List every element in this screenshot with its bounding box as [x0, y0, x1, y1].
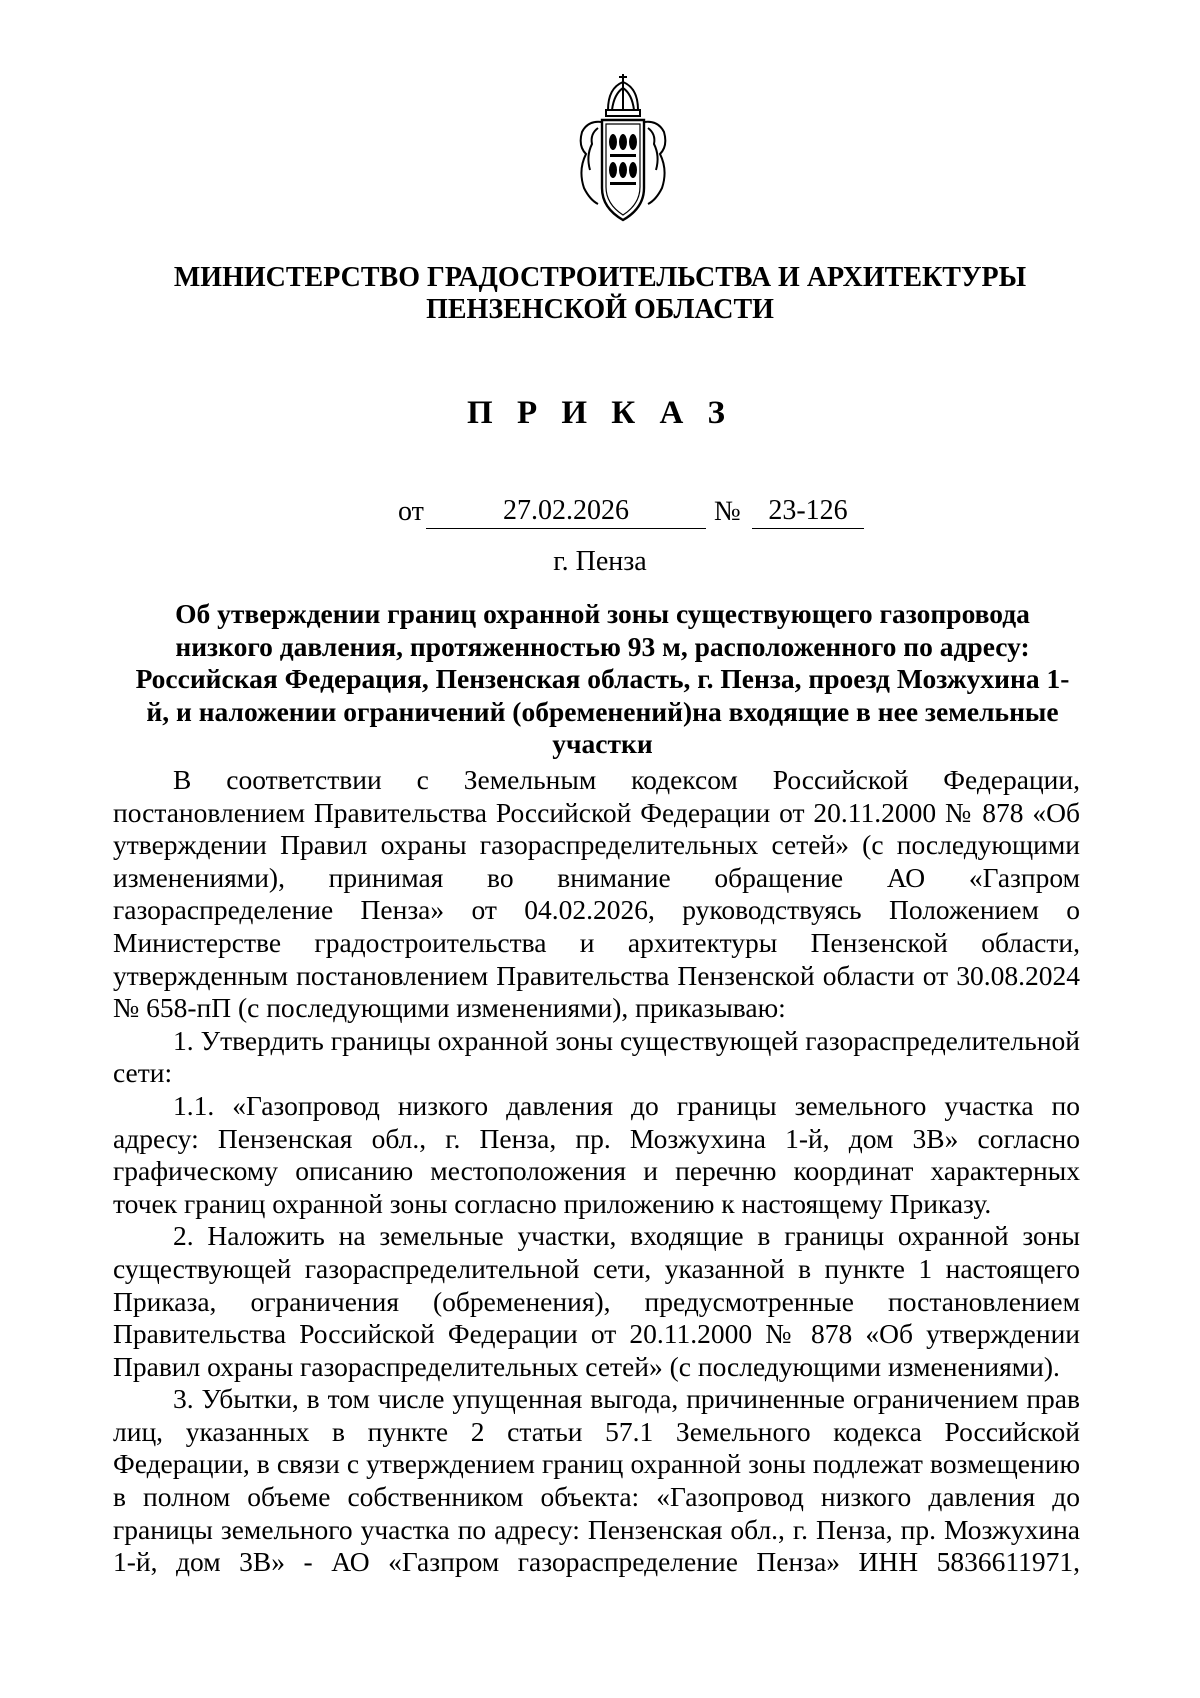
- date-prefix: от: [398, 496, 424, 527]
- item-1-paragraph: 1. Утвердить границы охранной зоны существующей газораспределительной сети:: [113, 1024, 1080, 1089]
- coat-of-arms-emblem: [568, 70, 678, 230]
- document-subject: Об утверждении границ охранной зоны существующего газопровода низкого давления, протяженностью 93 м, расположенного по адресу: Российская Федерация, Пензенская область, г. Пенза, проезд Мозжухина 1-й, и наложении ограничений (обременений)на входящие в нее земельные участки: [135, 598, 1070, 759]
- document-city: г. Пенза: [553, 546, 647, 577]
- document-number: 23-126: [752, 496, 864, 529]
- ministry-name-line-2: ПЕНЗЕНСКОЙ ОБЛАСТИ: [426, 294, 774, 325]
- item-2-paragraph: 2. Наложить на земельные участки, входящие в границы охранной зоны существующей газораспределительной сети, указанной в пункте 1 настоящего Приказа, ограничения (обременения), предусмотренные постановлением Правительства Российской Федерации от 20.11.2000 № 878 «Об утверждении Правил охраны газораспределительных сетей» (с последующими изменениями).: [113, 1220, 1080, 1382]
- document-date: 27.02.2026: [426, 496, 706, 529]
- preamble-paragraph: В соответствии с Земельным кодексом Российской Федерации, постановлением Правительства Российской Федерации от 20.11.2000 № 878 «Об утверждении Правил охраны газораспределительных сетей» (с последующими изменениями), принимая во внимание обращение АО «Газпром газораспределение Пенза» от 04.02.2026, руководствуясь Положением о Министерстве градостроительства и архитектуры Пензенской области, утвержденным постановлением Правительства Пензенской области от 30.08.2024 № 658-пП (с последующими изменениями), приказываю:: [113, 764, 1080, 1024]
- ministry-name: [120, 262, 1080, 326]
- number-prefix: №: [714, 496, 741, 527]
- document-type: П Р И К А З: [467, 395, 733, 431]
- document-body: [113, 764, 1080, 1579]
- item-1-1-paragraph: 1.1. «Газопровод низкого давления до границы земельного участка по адресу: Пензенская обл., г. Пенза, пр. Мозжухина 1-й, дом 3В» согласно графическому описанию местоположения и перечню координат характерных точек границ охранной зоны согласно приложению к настоящему Приказу.: [113, 1089, 1080, 1219]
- ministry-name-line-1: МИНИСТЕРСТВО ГРАДОСТРОИТЕЛЬСТВА И АРХИТЕКТУРЫ: [173, 262, 1027, 293]
- item-3-paragraph: 3. Убытки, в том числе упущенная выгода, причиненные ограничением прав лиц, указанных в пункте 2 статьи 57.1 Земельного кодекса Российской Федерации, в связи с утверждением границ охранной зоны подлежат возмещению в полном объеме собственником объекта: «Газопровод низкого давления до границы земельного участка по адресу: Пензенская обл., г. Пенза, пр. Мозжухина 1-й, дом 3В» - АО «Газпром газораспределение Пенза» ИНН 5836611971,: [113, 1383, 1080, 1578]
